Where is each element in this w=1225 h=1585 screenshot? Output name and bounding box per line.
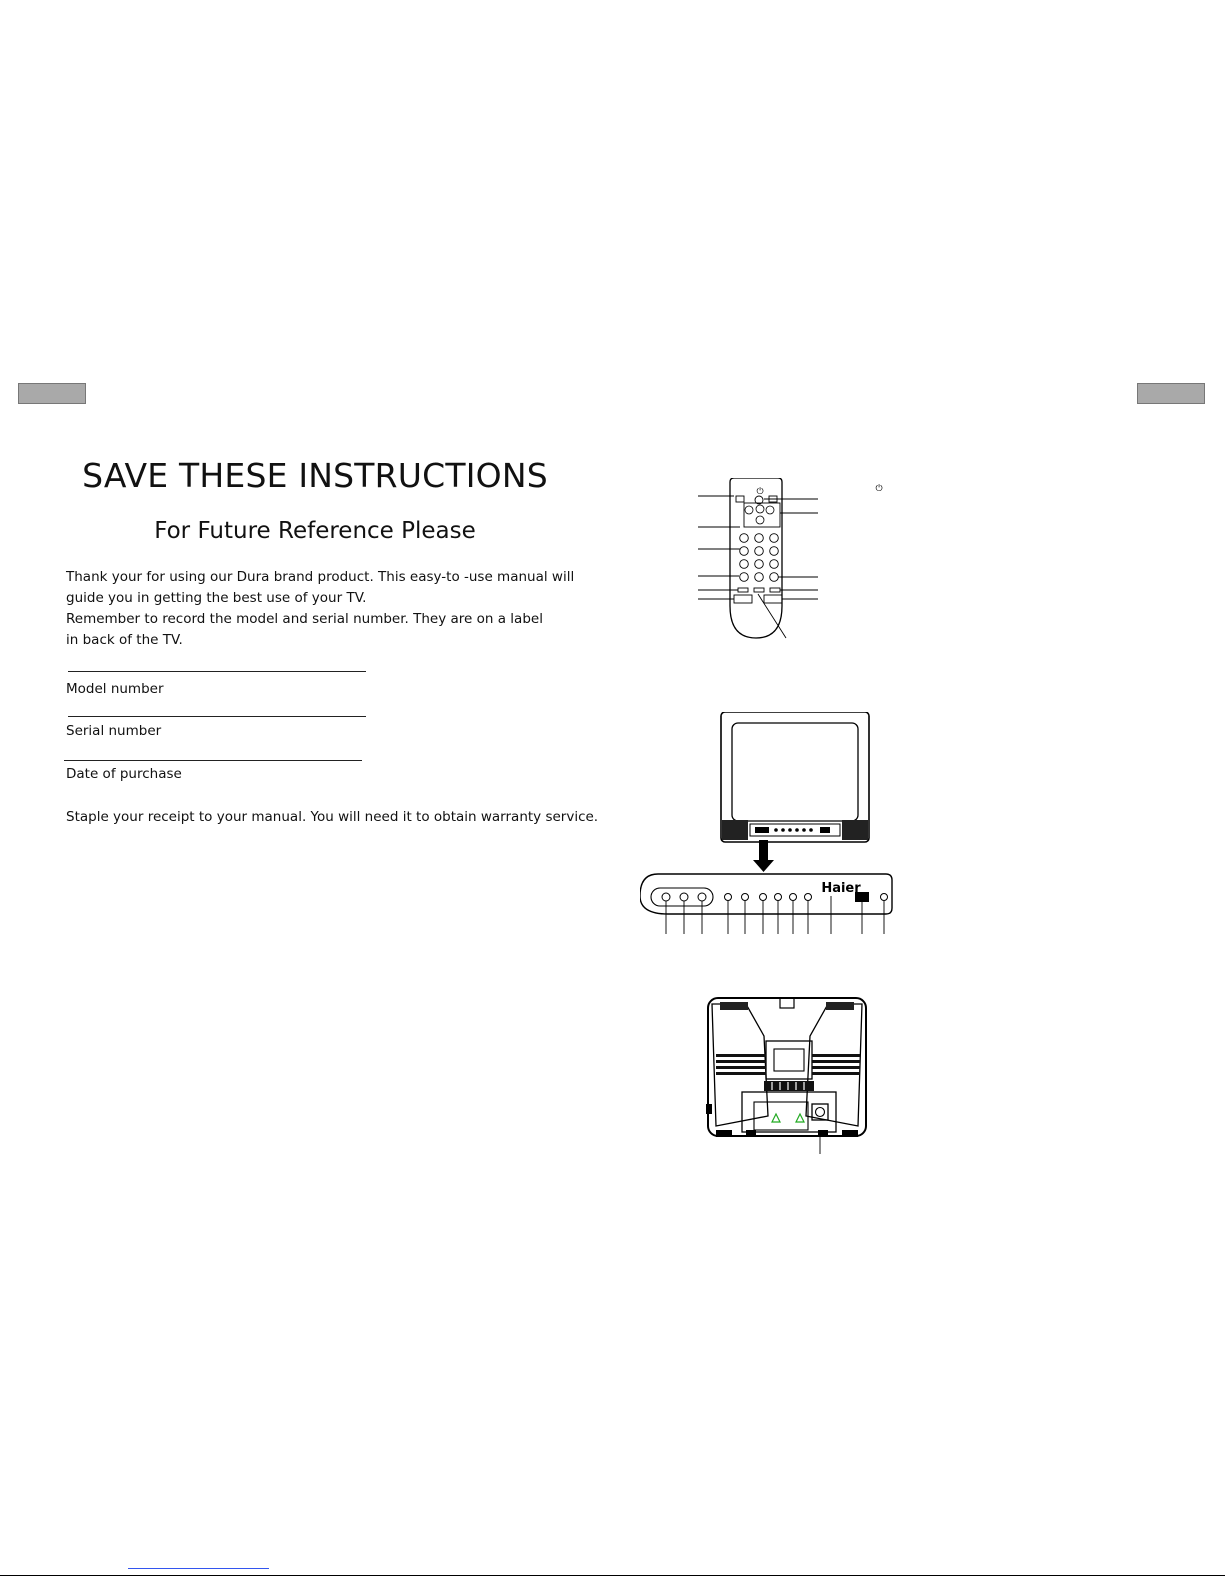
page-title: SAVE THESE INSTRUCTIONS (82, 456, 548, 495)
footer-rule (0, 1575, 1225, 1576)
page-tab-right (1137, 383, 1205, 404)
footer-link-underline (128, 1568, 269, 1569)
page-tab-left (18, 383, 86, 404)
intro-line-2: guide you in getting the best use of your TV. (66, 590, 367, 606)
purchase-date-label: Date of purchase (66, 766, 182, 782)
serial-number-line (68, 716, 366, 717)
intro-line-1: Thank your for using our Dura brand product. This easy-to -use manual will (66, 569, 575, 585)
intro-line-4: in back of the TV. (66, 632, 183, 648)
power-symbol-label: ⏻ (875, 484, 883, 494)
staple-note: Staple your receipt to your manual. You will need it to obtain warranty service. (66, 809, 599, 825)
front-panel-brand: Haier (821, 881, 861, 896)
remote-control-icon (690, 478, 910, 648)
purchase-date-line (64, 760, 362, 761)
remote-power-glyph: ⏻ (756, 487, 764, 497)
intro-line-3: Remember to record the model and serial number. They are on a label (66, 611, 543, 627)
model-number-line (68, 671, 366, 672)
tv-back-icon (706, 996, 868, 1156)
tv-front-icon (640, 712, 900, 946)
model-number-label: Model number (66, 681, 164, 697)
page-subtitle: For Future Reference Please (154, 518, 476, 544)
serial-number-label: Serial number (66, 723, 162, 739)
